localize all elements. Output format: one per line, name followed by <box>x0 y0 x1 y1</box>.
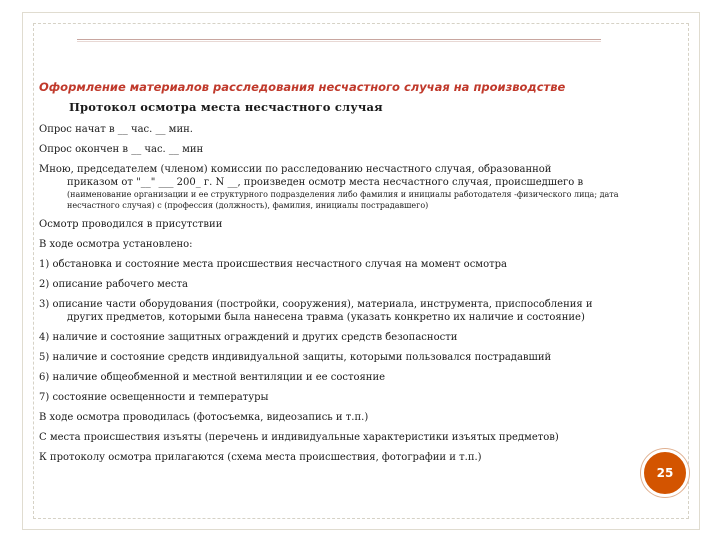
intro-line-2: приказом от "__" ___ 200_ г. N __, произведен осмотр места несчастного случая, происшедшего в <box>67 177 584 188</box>
line-seized: С места происшествия изъяты (перечень и индивидуальные характеристики изъятых предметов) <box>39 432 559 443</box>
list-item-5: 5) наличие и состояние средств индивидуальной защиты, которыми пользовался пострадавший <box>39 352 552 363</box>
slide-content <box>39 81 637 471</box>
slide-heading: Оформление материалов расследования несчастного случая на производстве <box>39 80 566 94</box>
list-item-4: 4) наличие и состояние защитных ограждений и других средств безопасности <box>39 332 458 343</box>
list-item-3-line-2: других предметов, которыми была нанесена травма (указать конкретно их наличие и состояние) <box>67 312 585 323</box>
list-item-3 <box>39 298 637 324</box>
list-item-1: 1) обстановка и состояние места происшествия несчастного случая на момент осмотра <box>39 259 507 270</box>
line-attached: К протоколу осмотра прилагаются (схема места происшествия, фотографии и т.п.) <box>39 452 482 463</box>
intro-paragraph <box>39 163 637 211</box>
line-end-time: Опрос окончен в __ час. __ мин <box>39 144 204 155</box>
intro-note: (наименование организации и ее структурного подразделения либо фамилия и инициалы работодателя -физического лица; дата несчастного случая) с (профессия (должность), фамилия, инициалы пострадавшего) <box>67 190 619 210</box>
intro-line-1: Мною, председателем (членом) комиссии по расследованию несчастного случая, образованной <box>39 164 552 175</box>
page-number-badge: 25 <box>641 449 689 497</box>
top-divider-shadow <box>77 41 601 42</box>
line-start-time: Опрос начат в __ час. __ мин. <box>39 124 193 135</box>
protocol-title: Протокол осмотра места несчастного случая <box>69 100 383 114</box>
list-item-7: 7) состояние освещенности и температуры <box>39 392 269 403</box>
top-divider <box>77 39 601 40</box>
list-item-2: 2) описание рабочего места <box>39 279 188 290</box>
line-photo: В ходе осмотра проводилась (фотосъемка, видеозапись и т.п.) <box>39 412 369 423</box>
line-established: В ходе осмотра установлено: <box>39 239 193 250</box>
list-item-6: 6) наличие общеобменной и местной вентиляции и ее состояние <box>39 372 386 383</box>
list-item-3-line-1: 3) описание части оборудования (постройки, сооружения), материала, инструмента, приспособления и <box>39 299 593 310</box>
slide <box>22 12 700 530</box>
line-presence: Осмотр проводился в присутствии <box>39 219 223 230</box>
